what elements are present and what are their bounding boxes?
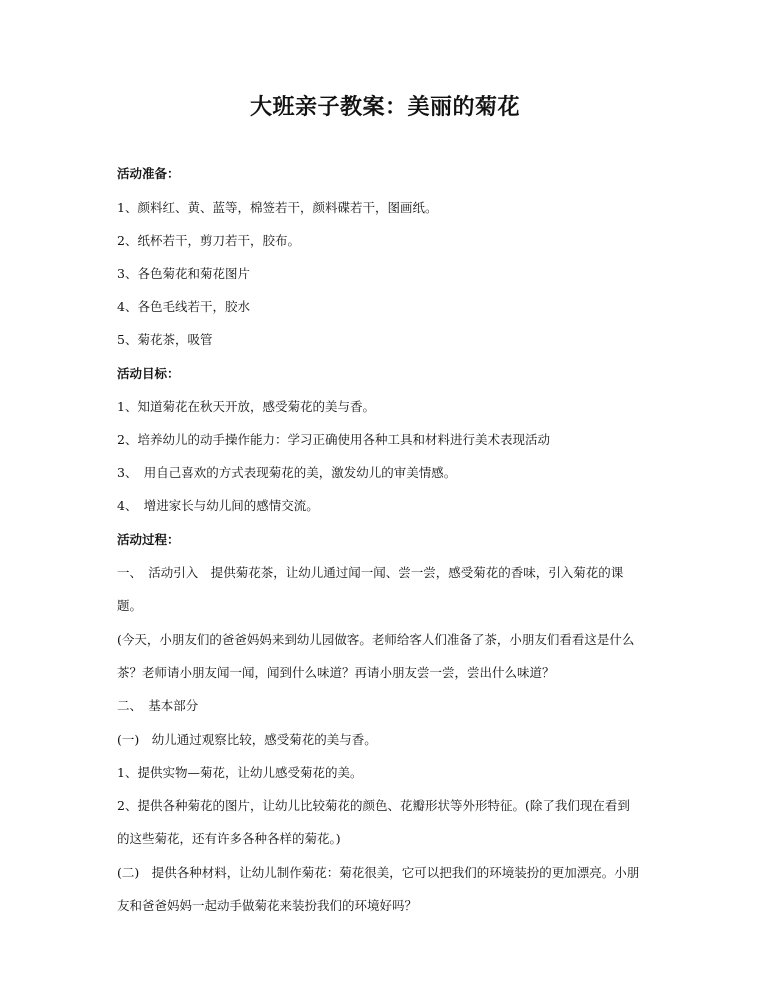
body-line: 1、提供实物—菊花，让幼儿感受菊花的美。 xyxy=(117,765,363,780)
body-line: 2、纸杯若干，剪刀若干，胶布。 xyxy=(117,233,300,248)
body-line: 1、知道菊花在秋天开放，感受菊花的美与香。 xyxy=(117,399,375,414)
body-line: 一、 活动引入 提供菊花茶，让幼儿通过闻一闻、尝一尝，感受菊花的香味，引入菊花的课 xyxy=(117,565,624,580)
body-line: 3、 用自己喜欢的方式表现菊花的美，激发幼儿的审美情感。 xyxy=(117,465,457,480)
body-line: 题。 xyxy=(117,598,143,613)
body-line: 5、菊花茶，吸管 xyxy=(117,332,213,347)
body-line: 友和爸爸妈妈一起动手做菊花来装扮我们的环境好吗？ xyxy=(117,898,418,913)
body-line: 2、培养幼儿的动手操作能力：学习正确使用各种工具和材料进行美术表现活动 xyxy=(117,432,550,447)
body-line: 二、 基本部分 xyxy=(117,698,199,713)
section-heading: 活动过程： xyxy=(117,532,180,547)
body-line: (一) 幼儿通过观察比较，感受菊花的美与香。 xyxy=(117,732,377,747)
section-heading: 活动目标： xyxy=(117,366,180,381)
body-line: 1、颜料红、黄、蓝等，棉签若干，颜料碟若干，图画纸。 xyxy=(117,200,438,215)
body-line: 2、提供各种菊花的图片，让幼儿比较菊花的颜色、花瓣形状等外形特征。(除了我们现在看到 xyxy=(117,798,630,813)
body-line: 3、各色菊花和菊花图片 xyxy=(117,266,250,281)
body-line: 的这些菊花，还有许多各种各样的菊花。) xyxy=(117,831,341,846)
body-line: (今天，小朋友们的爸爸妈妈来到幼儿园做客。老师给客人们准备了茶，小朋友们看看这是什么 xyxy=(117,632,635,647)
body-line: 4、 增进家长与幼儿间的感情交流。 xyxy=(117,498,319,513)
body-line: 4、各色毛线若干，胶水 xyxy=(117,299,250,314)
body-line: (二) 提供各种材料，让幼儿制作菊花：菊花很美，它可以把我们的环境装扮的更加漂亮。小朋 xyxy=(117,865,640,880)
document-title: 大班亲子教案：美丽的菊花 xyxy=(249,94,520,120)
body-line: 茶？老师请小朋友闻一闻，闻到什么味道？再请小朋友尝一尝，尝出什么味道？ xyxy=(117,665,555,680)
section-heading: 活动准备： xyxy=(117,166,180,181)
